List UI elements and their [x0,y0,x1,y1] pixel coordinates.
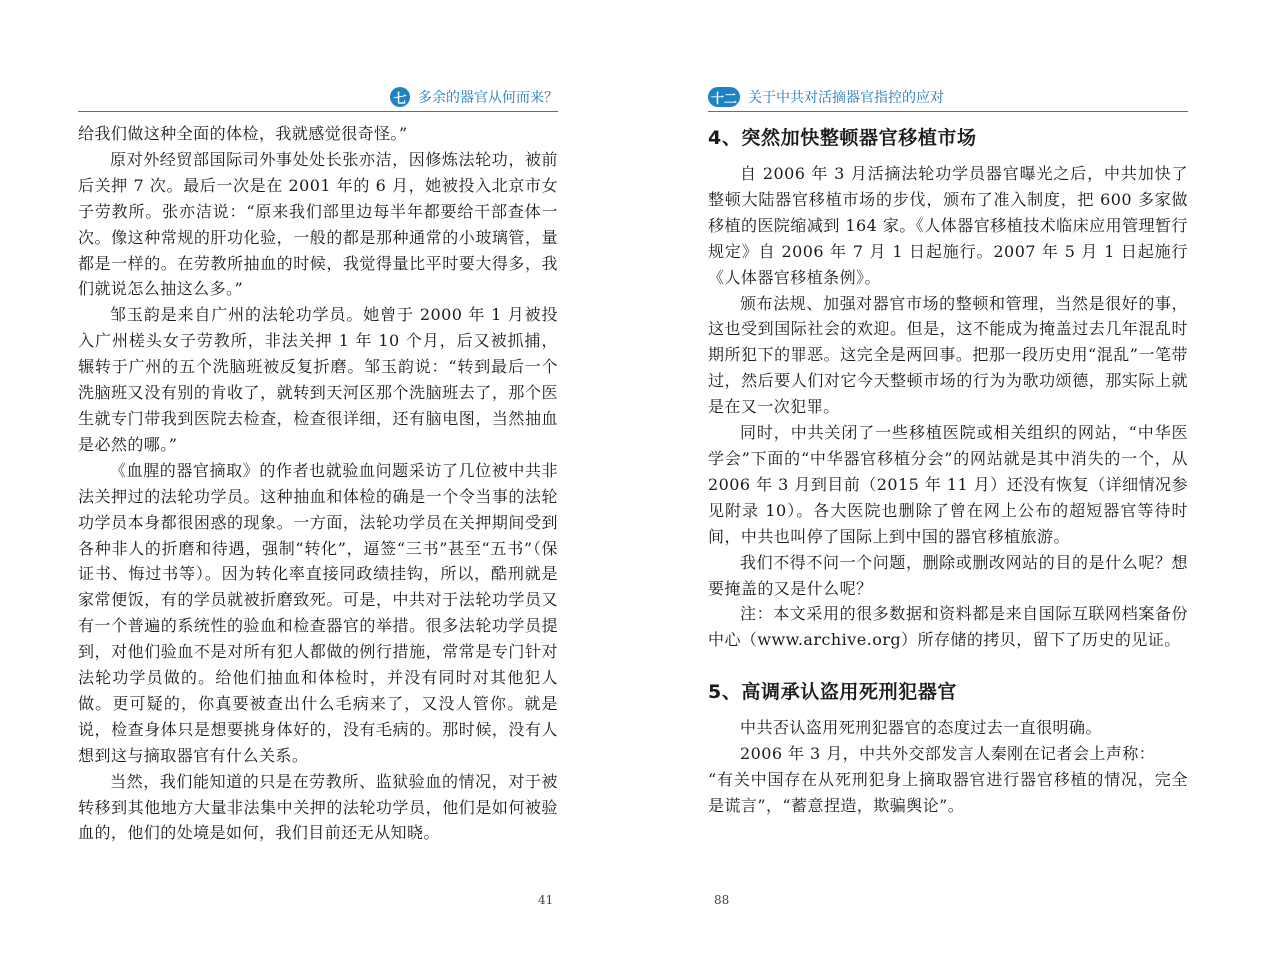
chapter-number-badge: 十二 [708,87,740,107]
chapter-title: 关于中共对活摘器官指控的应对 [748,90,945,106]
section-heading: 5、高调承认盗用死刑犯器官 [708,681,958,704]
paragraph: 我们不得不问一个问题，删除或删改网站的目的是什么呢？想要掩盖的又是什么呢？ [708,552,1188,598]
paragraph: 当然，我们能知道的只是在劳教所、监狱验血的情况，对于被转移到其他地方大量非法集中关押的法轮功学员，他们是如何被验血的，他们的处境是如何，我们目前还无从知晓。 [78,771,558,843]
quote-paragraph: “有关中国存在从死刑犯身上摘取器官进行器官移植的情况，完全是谎言”，“蓄意捏造，欺骗舆论”。 [708,770,1188,815]
note-paragraph: 注：本文采用的很多数据和资料都是来自国际互联网档案备份中心（www.archive.org）所存储的拷贝，留下了历史的见证。 [708,604,1188,650]
paragraph: 颁布法规、加强对器官市场的整顿和管理，当然是很好的事，这也受到国际社会的欢迎。但是，这不能成为掩盖过去几年混乱时期所犯下的罪恶。这完全是两回事。把那一段历史用“混乱”一笔带过，然后要人们对它今天整顿市场的行为为歌功颂德，那实际上就是在又一次犯罪。 [708,293,1188,417]
paragraph: 中共否认盗用死刑犯器官的态度过去一直很明确。 [740,718,1102,738]
paragraph: 原对外经贸部国际司外事处处长张亦洁，因修炼法轮功，被前后关押 7 次。最后一次是在 2001 年的 6 月，她被投入北京市女子劳教所。张亦洁说：“原来我们部里边每半年都要给干部查体一次。像这种常规的肝功化验，一般的都是那种通常的小玻璃管，量都是一样的。在劳教所抽血的时候，我觉得量比平时要大得多，我们就说怎么抽这么多。” [78,149,558,299]
header-rule [78,111,558,112]
paragraph: 2006 年 3 月，中共外交部发言人秦刚在记者会上声称： [740,744,1156,764]
section-heading: 4、突然加快整顿器官移植市场 [708,127,977,149]
paragraph: 《血腥的器官摘取》的作者也就验血问题采访了几位被中共非法关押过的法轮功学员。这种抽血和体检的确是一个令当事的法轮功学员本身都很困惑的现象。一方面，法轮功学员在关押期间受到各种非人的折磨和待遇，强制“转化”，逼签“三书”甚至“五书”（保证书、悔过书等）。因为转化率直接同政绩挂钩，所以，酷刑就是家常便饭，有的学员就被折磨致死。可是，中共对于法轮功学员又有一个普遍的系统性的验血和检查器官的举措。很多法轮功学员提到，对他们验血不是对所有犯人都做的例行措施，常常是专门针对法轮功学员做的。给他们抽血和体检时，并没有同时对其他犯人做。更可疑的，你真要被查出什么毛病来了，又没人管你。就是说，检查身体只是想要挑身体好的，没有毛病的。那时候，没有人想到这与摘取器官有什么关系。 [78,460,558,765]
paragraph: 同时，中共关闭了一些移植医院或相关组织的网站，“中华医学会”下面的“中华器官移植分会”的网站就是其中消失的一个，从 2006 年 3 月到目前（2015 年 11 月）还没有恢复（详细情况参见附录 10）。各大医院也删除了曾在网上公布的超短器官等待时间，中共也叫停了国际上到中国的器官移植旅游。 [708,423,1188,546]
paragraph: 给我们做这种全面的体检，我就感觉很奇怪。” [78,124,408,143]
paragraph: 邹玉韵是来自广州的法轮功学员。她曾于 2000 年 1 月被投入广州槎头女子劳教所，非法关押 1 年 10 个月，后又被抓捕，辗转于广州的五个洗脑班被反复折磨。邹玉韵说：“转到最后一个洗脑班又没有别的肯收了，就转到天河区那个洗脑班去了，那个医生就专门带我到医院去检查，检查很详细，还有脑电图，当然抽血是必然的哪。” [78,305,558,454]
chapter-number-badge: 七 [390,87,410,107]
right-body-text [708,121,1188,819]
page-number: 41 [538,893,554,907]
paragraph: 自 2006 年 3 月活摘法轮功学员器官曝光之后，中共加快了整顿大陆器官移植市场的步伐，颁布了准入制度，把 600 多家做移植的医院缩减到 164 家。《人体器官移植技术临床应用管理暂行规定》自 2006 年 7 月 1 日起施行。2007 年 5 月 1 日起施行《人体器官移植条例》。 [708,164,1188,287]
right-running-head [708,86,944,108]
page-number: 88 [714,893,730,907]
left-running-head [390,86,558,108]
left-body-text [78,121,558,846]
chapter-title: 多余的器官从何而来？ [418,90,558,106]
header-rule [708,111,1188,112]
